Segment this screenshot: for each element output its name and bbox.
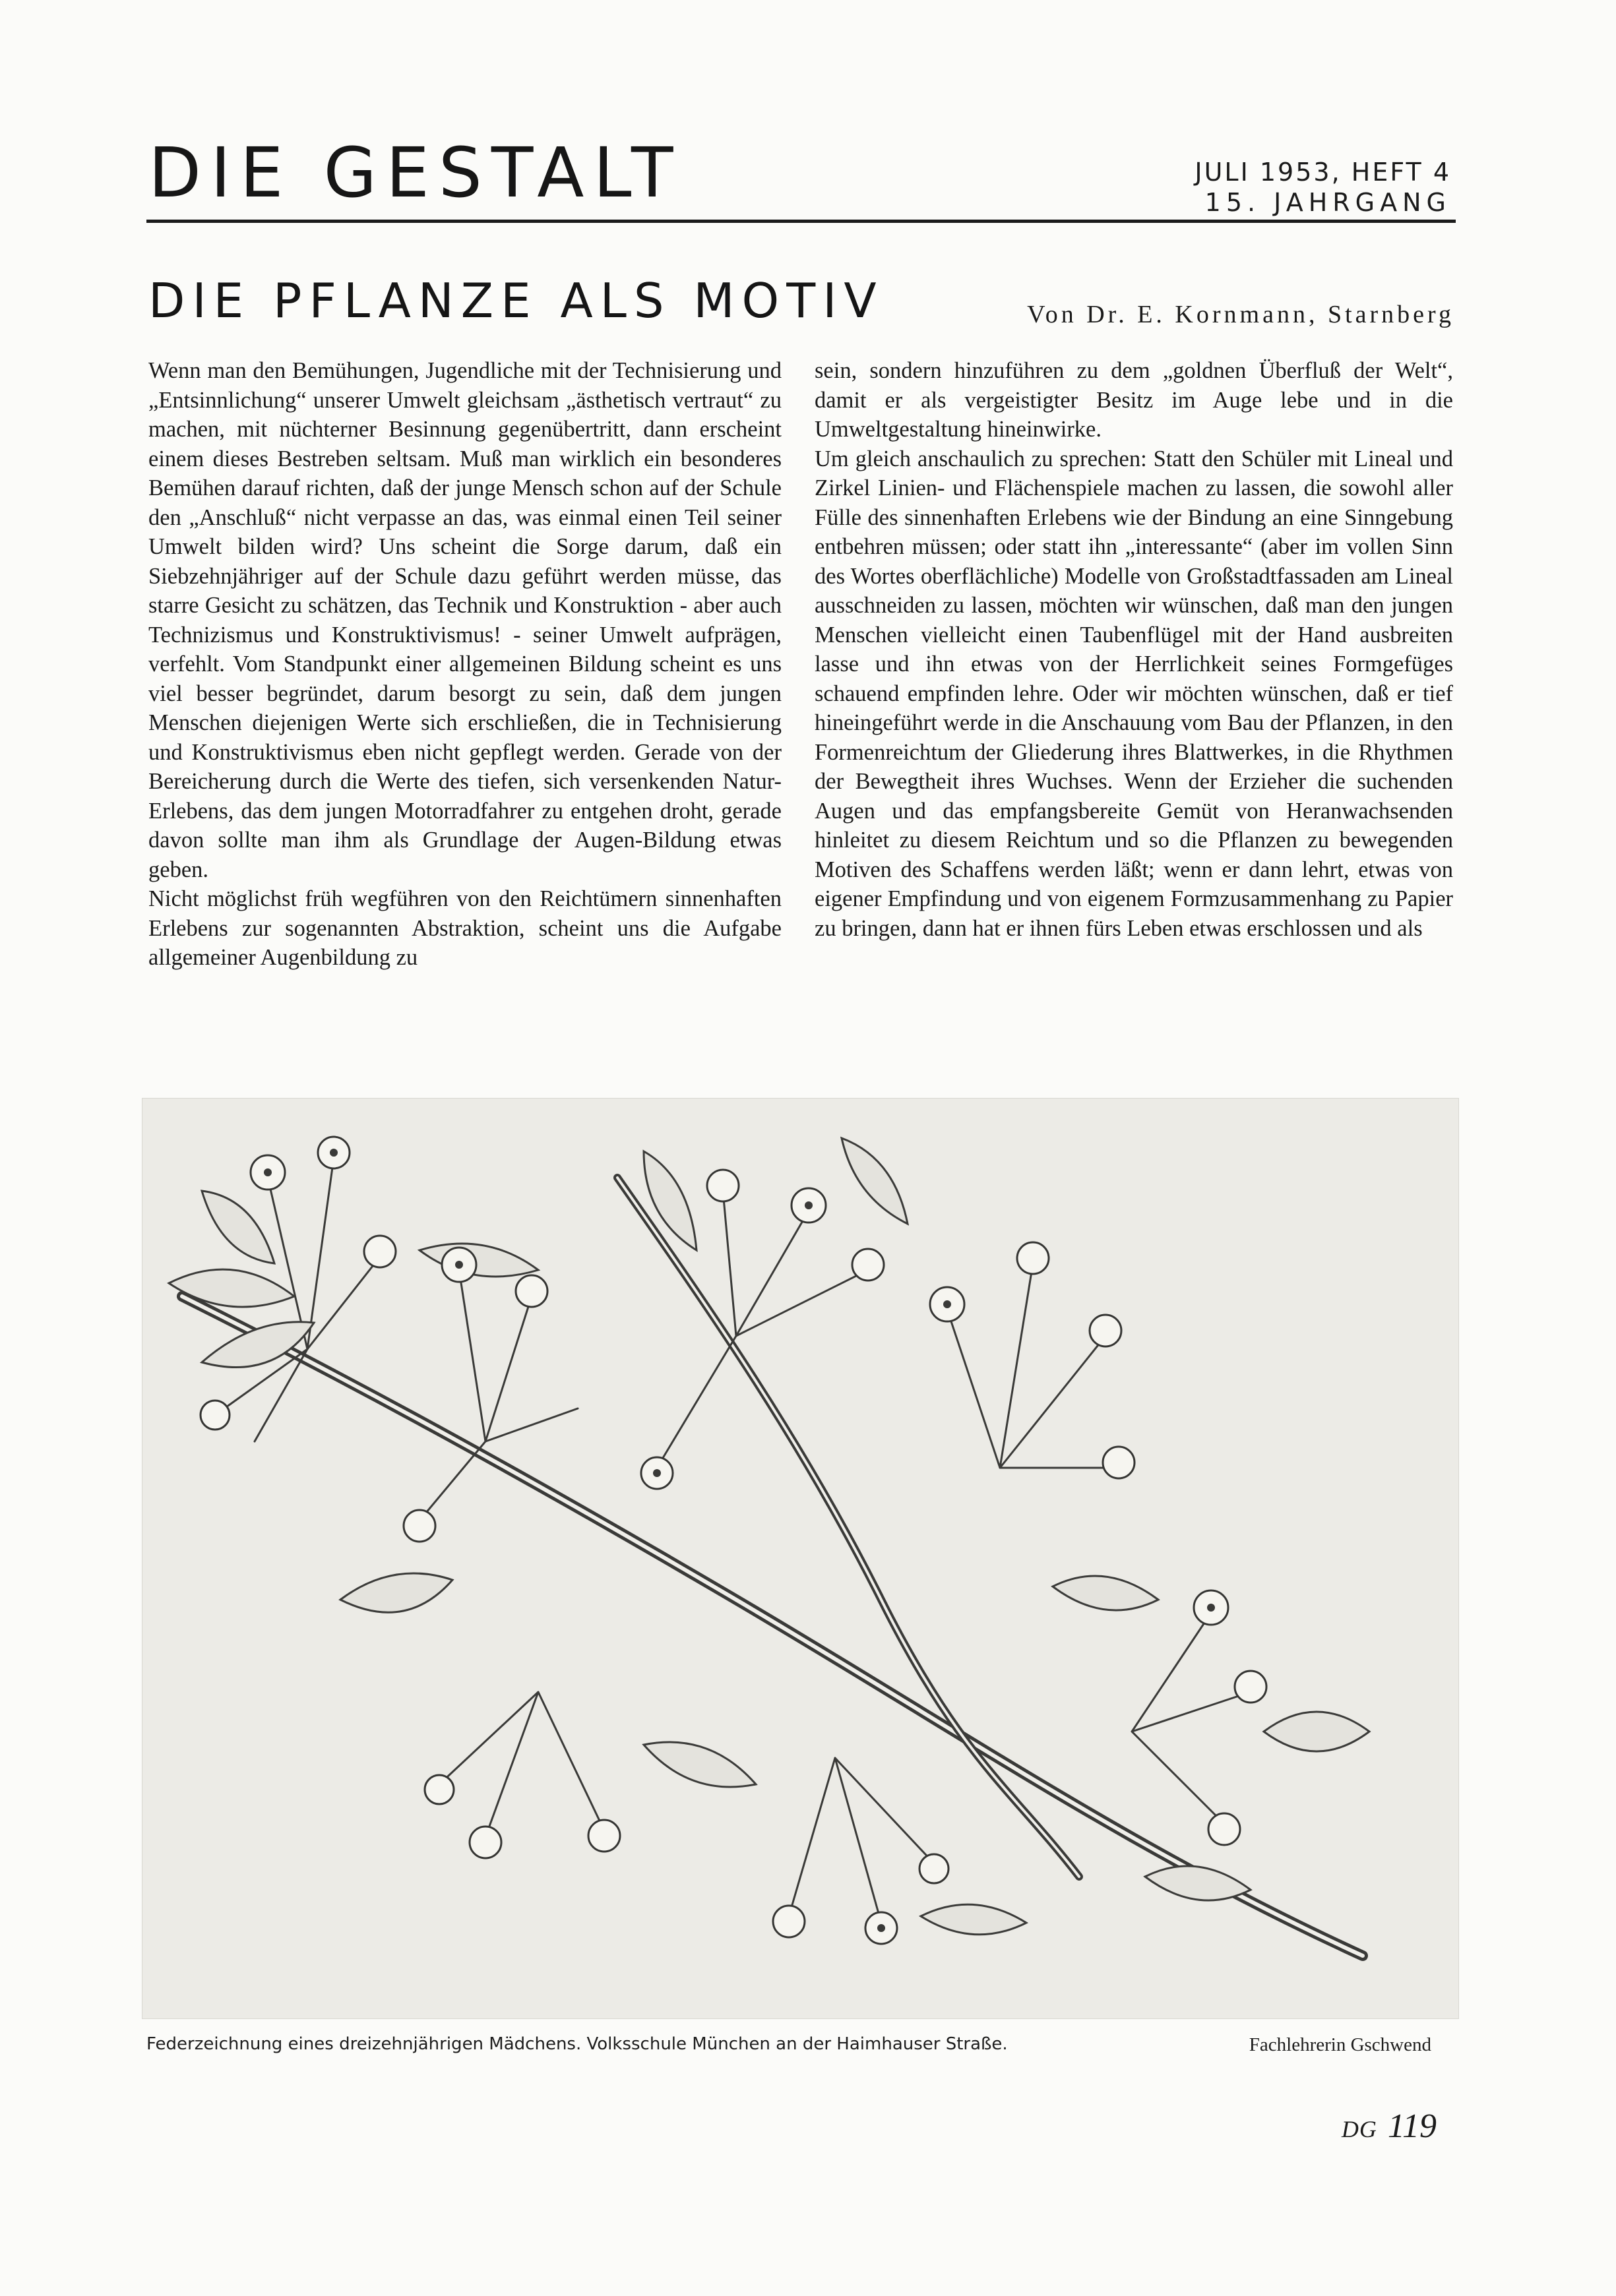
issue-info xyxy=(1195,157,1451,218)
paragraph: Nicht möglichst früh wegführen von den Reichtümern sinnenhaften Erlebens zur sogenannten Abstraktion, scheint uns die Aufgabe allgemeiner Augenbildung zu xyxy=(148,886,782,970)
page-number: 119 xyxy=(1387,2107,1437,2145)
caption-text: Federzeichnung eines dreizehnjährigen Mädchens. Volksschule München an der Haimhauser Straße. xyxy=(146,2034,1008,2054)
article-title: DIE PFLANZE ALS MOTIV xyxy=(148,273,884,328)
volume: 15. JAHRGANG xyxy=(1204,188,1451,217)
text-column-right xyxy=(815,356,1453,943)
blossom-branch-illustration xyxy=(142,1099,1458,2018)
paragraph: sein, sondern hinzuführen zu dem „goldnen Überfluß der Welt“, damit er als vergeistigter Besitz im Auge lebe und in die Umweltgestaltung hineinwirke. xyxy=(815,358,1453,442)
page-folio xyxy=(1342,2107,1437,2146)
paragraph: Wenn man den Bemühungen, Jugendliche mit der Technisierung und „Entsinnlichung“ unserer Umwelt gleichsam „ästhetisch vertraut“ zu machen, mit nüchterner Besinnung gegenübertritt, dann erscheint einem dieses Bestreben seltsam. Muß man wirklich ein besonderes Bemühen darauf richten, daß der junge Mensch schon auf der Schule den „Anschluß“ nicht verpasse an das, was einmal einen Teil seiner Umwelt bilden wird? Uns scheint die Sorge darum, daß ein Siebzehnjähriger auf der Schule dazu geführt werden müsse, das starre Gesicht zu schätzen, das Technik und Konstruktion - aber auch Technizismus und Konstruktivismus! - seiner Umwelt aufprägen, verfehlt. Vom Standpunkt einer allgemeinen Bildung scheint es uns viel besser begründet, darum besorgt zu sein, daß dem jungen Menschen diejenigen Werte sich erschließen, die in Technisierung und Konstruktivismus eben nicht gepflegt werden. Gerade von der Bereicherung durch die Werte des tiefen, sich versenkenden Natur-Erlebens, das dem jungen Motorradfahrer zu entgehen droht, gerade davon sollte man ihm als Grundlage der Augen-Bildung etwas geben. xyxy=(148,358,782,882)
text-column-left xyxy=(148,356,782,973)
magazine-title: DIE GESTALT xyxy=(148,133,683,213)
masthead-rule xyxy=(146,220,1456,223)
issue-date: JULI 1953, HEFT 4 xyxy=(1195,158,1451,187)
paragraph: Um gleich anschaulich zu sprechen: Statt den Schüler mit Lineal und Zirkel Linien- und Flächenspiele machen zu lassen, die sowohl aller Fülle des sinnenhaften Erlebens wie der Bindung an eine Sinngebung entbehren müssen; oder statt ihn „interessante“ (aber im vollen Sinn des Wortes oberflächliche) Modelle von Großstadtfassaden am Lineal ausschneiden zu lassen, möchten wir wünschen, daß man den jungen Menschen vielleicht einen Taubenflügel mit der Hand ausbreiten lasse und ihn etwas von der Herrlichkeit seines Formgefüges schauend empfinden lehre. Oder wir möchten wünschen, daß er tief hineingeführt werde in die Anschauung vom Bau der Pflanzen, in den Formenreichtum der Gliederung ihres Blattwerkes, in die Rhythmen der Bewegtheit ihres Wuchses. Wenn der Erzieher die suchenden Augen und das empfangsbereite Gemüt von Heranwachsenden hinleitet zu diesem Reichtum und so die Pflanzen zu bewegenden Motiven des Schaffens werden läßt; wenn er dann lehrt, etwas von eigener Empfindung und von eigenem Formzusammenhang zu Papier zu bringen, dann hat er ihnen fürs Leben etwas erschlossen und als xyxy=(815,446,1453,941)
folio-abbrev: DG xyxy=(1341,2116,1377,2142)
caption-credit: Fachlehrerin Gschwend xyxy=(1249,2034,1431,2055)
pen-drawing-cherry-blossom xyxy=(142,1098,1459,2019)
byline: Von Dr. E. Kornmann, Starnberg xyxy=(1027,301,1454,328)
